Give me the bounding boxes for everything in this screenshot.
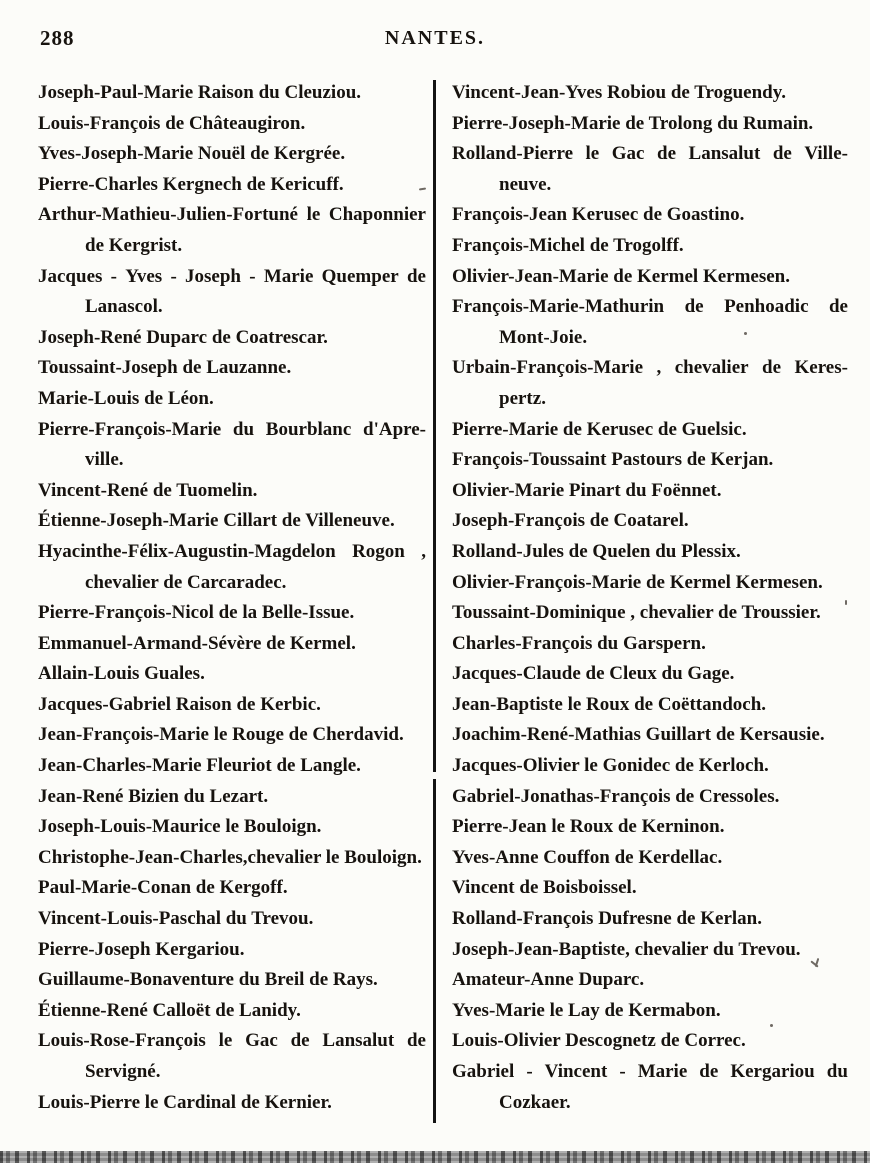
name-entry bbox=[38, 415, 426, 476]
entry-line: Marie-Louis de Léon. bbox=[38, 387, 214, 409]
entry-line: chevalier de Carcaradec. bbox=[85, 571, 287, 593]
name-entry bbox=[38, 200, 426, 261]
name-entry bbox=[38, 262, 426, 323]
entry-line: Gabriel-Jonathas-François de Cressoles. bbox=[452, 785, 780, 807]
name-entry bbox=[452, 415, 848, 446]
entry-line: Pierre-François-Marie du Bourblanc d'Apre- bbox=[38, 418, 426, 440]
entry-line: Rolland-Jules de Quelen du Plessix. bbox=[452, 540, 741, 562]
entry-line: Charles-François du Garspern. bbox=[452, 632, 706, 654]
entry-line: Urbain-François-Marie , chevalier de Keres- bbox=[452, 357, 848, 379]
entry-line: Joseph-René Duparc de Coatrescar. bbox=[38, 326, 328, 348]
entry-line: Jacques-Olivier le Gonidec de Kerloch. bbox=[452, 755, 769, 777]
name-entry bbox=[38, 109, 426, 140]
name-entry bbox=[38, 873, 426, 904]
entry-line: Cozkaer. bbox=[499, 1091, 571, 1113]
entry-line: Vincent-Louis-Paschal du Trevou. bbox=[38, 908, 314, 930]
scan-speck bbox=[770, 1024, 773, 1027]
entry-line: Lanascol. bbox=[85, 296, 163, 318]
entry-line: Olivier-Jean-Marie de Kermel Kermesen. bbox=[452, 265, 790, 287]
name-entry bbox=[452, 109, 848, 140]
name-entry bbox=[452, 568, 848, 599]
name-entry bbox=[452, 476, 848, 507]
entry-line: Louis-Rose-François le Gac de Lansalut de bbox=[38, 1030, 426, 1052]
name-entry bbox=[452, 598, 848, 629]
entry-line: François-Marie-Mathurin de Penhoadic de bbox=[452, 296, 848, 318]
name-entry bbox=[452, 1057, 848, 1118]
entry-line: Hyacinthe-Félix-Augustin-Magdelon Rogon , bbox=[38, 540, 426, 562]
entry-line: Jean-Charles-Marie Fleuriot de Langle. bbox=[38, 755, 361, 777]
name-entry bbox=[452, 690, 848, 721]
entry-line: Joseph-Louis-Maurice le Bouloign. bbox=[38, 816, 322, 838]
left-column bbox=[38, 78, 426, 1118]
entry-line: François-Michel de Trogolff. bbox=[452, 234, 684, 256]
entry-line: Gabriel - Vincent - Marie de Kergariou du bbox=[452, 1061, 848, 1082]
entry-line: Étienne-Joseph-Marie Cillart de Villeneuve. bbox=[38, 510, 395, 532]
name-entry bbox=[38, 537, 426, 598]
name-entry bbox=[452, 782, 848, 813]
name-entry bbox=[38, 690, 426, 721]
entry-line: Jean-René Bizien du Lezart. bbox=[38, 785, 269, 807]
name-entry bbox=[452, 873, 848, 904]
name-entry bbox=[452, 904, 848, 935]
name-entry bbox=[452, 935, 848, 966]
name-entry bbox=[452, 720, 848, 751]
entry-line: Pierre-Joseph Kergariou. bbox=[38, 938, 245, 960]
name-entry bbox=[38, 170, 426, 201]
name-entry bbox=[38, 1088, 426, 1119]
entry-line: Arthur-Mathieu-Julien-Fortuné le Chaponnier bbox=[38, 204, 426, 226]
entry-line: Servigné. bbox=[85, 1061, 161, 1082]
page-title: NANTES. bbox=[384, 27, 486, 49]
entry-line: Joseph-Paul-Marie Raison du Cleuziou. bbox=[38, 82, 362, 103]
entry-line: Christophe-Jean-Charles,chevalier le Bouloign. bbox=[38, 846, 422, 868]
name-entry bbox=[38, 782, 426, 813]
name-entry bbox=[452, 353, 848, 414]
entry-line: Rolland-François Dufresne de Kerlan. bbox=[452, 908, 762, 930]
name-entry bbox=[38, 139, 426, 170]
column-divider-rule bbox=[433, 80, 436, 1123]
entry-line: Louis-Pierre le Cardinal de Kernier. bbox=[38, 1091, 332, 1113]
scan-speck bbox=[845, 600, 847, 605]
name-entry bbox=[38, 1026, 426, 1087]
entry-line: Pierre-François-Nicol de la Belle-Issue. bbox=[38, 602, 355, 624]
name-entry bbox=[38, 659, 426, 690]
name-entry bbox=[452, 537, 848, 568]
name-entry bbox=[38, 629, 426, 660]
entry-line: pertz. bbox=[499, 387, 546, 409]
entry-line: Rolland-Pierre le Gac de Lansalut de Ville- bbox=[452, 143, 848, 165]
entry-line: Jean-Baptiste le Roux de Coëttandoch. bbox=[452, 693, 767, 715]
entry-line: Yves-Marie le Lay de Kermabon. bbox=[452, 999, 721, 1021]
entry-line: Joseph-François de Coatarel. bbox=[452, 510, 689, 532]
entry-line: Vincent de Boisboissel. bbox=[452, 877, 637, 899]
entry-line: Louis-François de Châteaugiron. bbox=[38, 112, 306, 134]
right-column bbox=[452, 78, 848, 1118]
name-entry bbox=[38, 935, 426, 966]
name-entry bbox=[38, 353, 426, 384]
name-entry bbox=[452, 139, 848, 200]
entry-line: François-Jean Kerusec de Goastino. bbox=[452, 204, 745, 226]
name-entry bbox=[38, 812, 426, 843]
entry-line: Paul-Marie-Conan de Kergoff. bbox=[38, 877, 288, 899]
name-entry bbox=[38, 996, 426, 1027]
entry-line: Vincent-Jean-Yves Robiou de Troguendy. bbox=[452, 82, 786, 103]
entry-line: Joachim-René-Mathias Guillart de Kersausie. bbox=[452, 724, 825, 746]
name-entry bbox=[452, 200, 848, 231]
name-entry bbox=[452, 262, 848, 293]
name-entry bbox=[452, 965, 848, 996]
name-entry bbox=[38, 384, 426, 415]
entry-line: Emmanuel-Armand-Sévère de Kermel. bbox=[38, 632, 356, 654]
entry-line: Vincent-René de Tuomelin. bbox=[38, 479, 258, 501]
name-entry bbox=[452, 445, 848, 476]
entry-line: Jean-François-Marie le Rouge de Cherdavid. bbox=[38, 724, 404, 746]
name-entry bbox=[38, 904, 426, 935]
entry-line: Yves-Joseph-Marie Nouël de Kergrée. bbox=[38, 143, 346, 165]
entry-line: Yves-Anne Couffon de Kerdellac. bbox=[452, 846, 723, 868]
name-entry bbox=[38, 965, 426, 996]
name-entry bbox=[38, 843, 426, 874]
entry-line: Pierre-Jean le Roux de Kerninon. bbox=[452, 816, 725, 838]
entry-line: Toussaint-Dominique , chevalier de Troussier. bbox=[452, 602, 821, 624]
entry-line: Pierre-Marie de Kerusec de Guelsic. bbox=[452, 418, 747, 440]
name-entry bbox=[452, 292, 848, 353]
name-entry bbox=[452, 751, 848, 782]
name-entry bbox=[38, 506, 426, 537]
name-entry bbox=[38, 720, 426, 751]
entry-line: ville. bbox=[85, 449, 124, 471]
name-entry bbox=[452, 659, 848, 690]
entry-line: Jacques-Claude de Cleux du Gage. bbox=[452, 663, 735, 685]
entry-line: Guillaume-Bonaventure du Breil de Rays. bbox=[38, 969, 378, 991]
name-entry bbox=[38, 476, 426, 507]
name-entry bbox=[38, 751, 426, 782]
name-entry bbox=[38, 323, 426, 354]
entry-line: Mont-Joie. bbox=[499, 326, 588, 348]
entry-line: Jacques - Yves - Joseph - Marie Quemper de bbox=[38, 265, 426, 287]
name-entry bbox=[452, 1026, 848, 1057]
scan-edge-artifact bbox=[0, 1151, 870, 1163]
name-entry bbox=[452, 812, 848, 843]
entry-line: Allain-Louis Guales. bbox=[38, 663, 205, 685]
entry-line: Joseph-Jean-Baptiste, chevalier du Trevou. bbox=[452, 938, 801, 960]
entry-line: Pierre-Charles Kergnech de Kericuff. bbox=[38, 173, 344, 195]
name-entry bbox=[38, 598, 426, 629]
entry-line: Olivier-Marie Pinart du Foënnet. bbox=[452, 479, 722, 501]
name-entry bbox=[452, 78, 848, 109]
entry-line: Toussaint-Joseph de Lauzanne. bbox=[38, 357, 292, 379]
entry-line: François-Toussaint Pastours de Kerjan. bbox=[452, 449, 774, 471]
entry-line: de Kergrist. bbox=[85, 234, 183, 256]
name-entry bbox=[452, 231, 848, 262]
entry-line: Jacques-Gabriel Raison de Kerbic. bbox=[38, 693, 321, 715]
entry-line: Amateur-Anne Duparc. bbox=[452, 969, 645, 991]
page-number: 288 bbox=[40, 26, 75, 50]
entry-line: Olivier-François-Marie de Kermel Kermesen. bbox=[452, 571, 823, 593]
entry-line: Étienne-René Calloët de Lanidy. bbox=[38, 999, 301, 1021]
name-entry bbox=[452, 629, 848, 660]
scan-speck bbox=[744, 332, 747, 335]
entry-line: Pierre-Joseph-Marie de Trolong du Rumain. bbox=[452, 112, 814, 134]
name-entry bbox=[38, 78, 426, 109]
entry-line: Louis-Olivier Descognetz de Correc. bbox=[452, 1030, 746, 1052]
entry-line: neuve. bbox=[499, 173, 552, 195]
name-entry bbox=[452, 506, 848, 537]
name-entry bbox=[452, 996, 848, 1027]
name-entry bbox=[452, 843, 848, 874]
